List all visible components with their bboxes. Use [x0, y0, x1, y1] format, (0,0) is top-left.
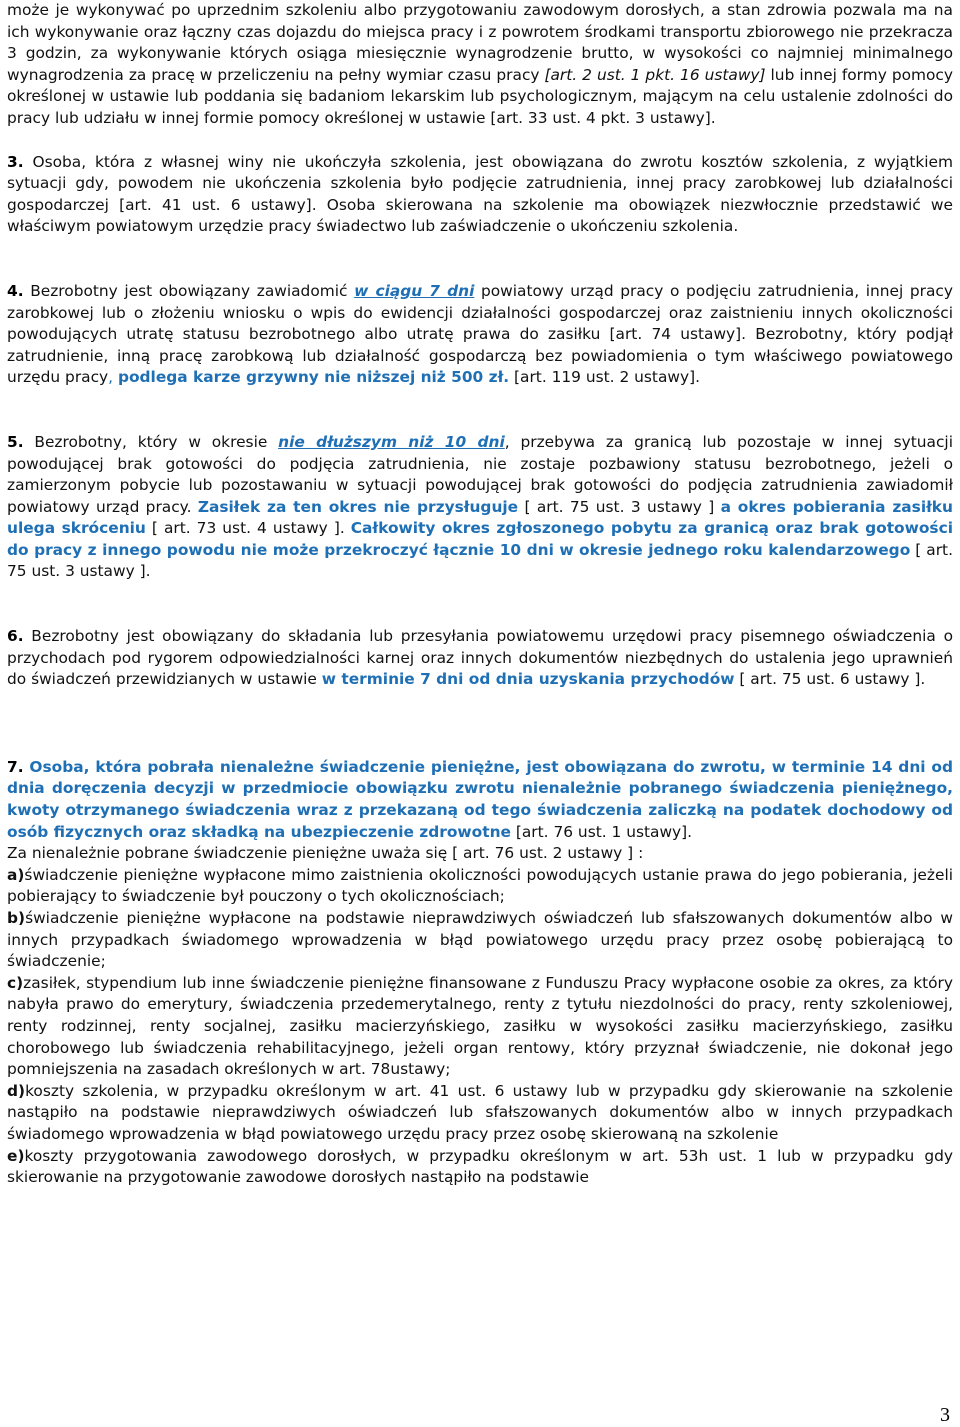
- paragraph-section-7: [7, 757, 953, 843]
- s5-run: Bezrobotny, który w okresie: [23, 432, 279, 451]
- list-item-text: zasiłek, stypendium lub inne świadczenie pieniężne finansowane z Funduszu Pracy wypłacone osobie za okres, za który nabyła prawo do emerytury, świadczenia przedemerytalnego, renty z tytułu niezdolności do pracy, renty szkoleniowej, renty rodzinnej, renty socjalnej, zasiłku macierzyńskiego, zasiłku w wysokości zasiłku macierzyńskiego, zasiłku chorobowego lub świadczenia rehabilitacyjnego, jeżeli organ rentowy, który przyznał świadczenie, nie dokonał jego pomniejszenia na zasadach określonych w art. 78ustawy;: [7, 973, 953, 1079]
- s7-run: Osoba, która pobrała nienależne świadczenie pieniężne, jest obowiązana do zwrotu, w terminie 14 dni od dnia doręczenia decyzji w przedmiocie obowiązku zwrotu nienależnie pobranego świadczenia pieniężnego, kwoty otrzymanego świadczenia wraz z przekazaną od tego świadczenia zaliczką na podatek dochodowy od osób fizycznych oraz składką na ubezpieczenie zdrowotne: [7, 757, 953, 841]
- list-item: [7, 1146, 953, 1189]
- list-item-text: świadczenie pieniężne wypłacone mimo zaistnienia okoliczności powodujących ustanie prawa do jego pobierania, jeżeli pobierający to świadczenie był pouczony o tych okolicznościach;: [7, 865, 953, 906]
- paragraph-section-6: [7, 626, 953, 691]
- paragraph-section-5: [7, 432, 953, 583]
- list-item-label: d): [7, 1081, 26, 1100]
- s4-run: Bezrobotny jest obowiązany zawiadomić: [23, 281, 355, 300]
- list-item: [7, 865, 953, 908]
- paragraph-intro: [7, 0, 953, 130]
- list-item-text: świadczenie pieniężne wypłacone na podstawie nieprawdziwych oświadczeń lub sfałszowanych dokumentów albo w innych przypadkach świadomego wprowadzenia w błąd powiatowego urzędu pracy przez osobę pobierającą to świadczenie;: [7, 909, 953, 971]
- document-page: [7, 0, 953, 1189]
- s4-run: podlega karze grzywny nie niższej niż 500 zł.: [117, 368, 510, 387]
- list-item: [7, 973, 953, 1081]
- s5-run: 5.: [7, 432, 24, 451]
- s5-run: Całkowity okres zgłoszonego pobytu za granicą oraz brak gotowości do pracy z innego powodu nie może przekroczyć łącznie 10 dni w okresie jednego roku kalendarzowego: [7, 519, 953, 559]
- s4-run: powiatowy urząd pracy o podjęciu zatrudnienia, innej pracy zarobkowej lub o złożeniu wniosku o wpis do ewidencji działalności gospodarczej oraz zaistnieniu innych okoliczności powodujących utratę statusu bezrobotnego albo utratę prawa do zasiłku [art. 74 ustawy]. Bezrobotny, który podjął zatrudnienie, inną pracę zarobkową lub działalność gospodarczą bez powiadomienia o tym właściwego powiatowego urzędu pracy: [7, 281, 953, 387]
- s5-run: a okres pobierania zasiłku ulega skróceniu: [7, 497, 954, 538]
- s7-run: 7.: [7, 757, 24, 776]
- intro-run: [art. 2 ust. 1 pkt. 16 ustawy]: [544, 65, 766, 84]
- s5-run: , przebywa za granicą lub pozostaje w innej sytuacji powodującej brak gotowości do podjęcia zatrudnienia, nie zostaje pozbawiony statusu bezrobotnego, jeżeli o zamierzonym pobycie lub pozostawaniu w sytuacji powodującej brak gotowości do podjęcia zatrudnienia zawiadomił powiatowy urząd pracy.: [7, 432, 953, 516]
- s7-run: [art. 76 ust. 1 ustawy].: [510, 822, 693, 841]
- s4-run: ,: [108, 368, 118, 387]
- s5-run: [ art. 73 ust. 4 ustawy ].: [145, 519, 351, 538]
- s4-run: w ciągu 7 dni: [354, 281, 475, 300]
- list-item: [7, 1081, 953, 1146]
- intro-run: może je wykonywać po uprzednim szkoleniu albo przygotowaniu zawodowym dorosłych, a stan zdrowia pozwala ma na ich wykonywanie oraz łączny czas dojazdu do miejsca pracy i z powrotem środkami transportu zbiorowego nie przekracza 3 godzin, za wykonywanie których osiąga miesięcznie wynagrodzenie brutto, w wysokości co najmniej minimalnego wynagrodzenia za pracę w przeliczeniu na pełny wymiar czasu pracy: [7, 1, 953, 84]
- list-item: [7, 908, 953, 973]
- s4-run: [art. 119 ust. 2 ustawy].: [509, 368, 700, 387]
- intro-run: lub innej formy pomocy określonej w ustawie lub poddania się badaniom lekarskim lub psychologicznym, mającym na celu ustalenie zdolności do pracy lub udziału w innej formie pomocy określonej w ustawie [art. 33 ust. 4 pkt. 3 ustawy].: [7, 65, 953, 127]
- section-7-intro: Za nienależnie pobrane świadczenie pieniężne uważa się [ art. 76 ust. 2 ustawy ] :: [7, 844, 644, 863]
- list-item-text: koszty szkolenia, w przypadku określonym w art. 41 ust. 6 ustawy lub w przypadku gdy skierowanie na szkolenie nastąpiło na podstawie nieprawdziwych oświadczeń lub sfałszowanych dokumentów albo w innych przypadkach świadomego wprowadzenia w błąd powiatowego urzędu pracy przez osobę skierowaną na szkolenie: [7, 1081, 953, 1143]
- list-item-label: a): [7, 865, 25, 884]
- s5-run: Zasiłek za ten okres nie przysługuje: [197, 497, 519, 516]
- s5-run: [ art. 75 ust. 3 ustawy ].: [7, 540, 953, 581]
- page-number: 3: [940, 1404, 950, 1426]
- list-item-label: e): [7, 1146, 25, 1165]
- s5-run: [ art. 75 ust. 3 ustawy ]: [518, 497, 721, 516]
- paragraph-section-3: [7, 152, 953, 238]
- list-item-label: c): [7, 973, 24, 992]
- s3-run: 3.: [7, 152, 24, 171]
- s6-run: 6.: [7, 627, 24, 646]
- list-item-text: koszty przygotowania zawodowego dorosłych, w przypadku określonym w art. 53h ust. 1 lub w przypadku gdy skierowanie na przygotowanie zawodowe dorosłych nastąpiło na podstawie: [7, 1146, 953, 1187]
- s5-run: nie dłuższym niż 10 dni: [278, 432, 505, 451]
- s6-run: Bezrobotny jest obowiązany do składania lub przesyłania powiatowemu urzędowi pracy pisemnego oświadczenia o przychodach pod rygorem odpowiedzialności karnej oraz innych dokumentów niezbędnych do ustalenia jego uprawnień do świadczeń przewidzianych w ustawie: [7, 627, 953, 689]
- list-item-label: b): [7, 909, 26, 927]
- s6-run: [ art. 75 ust. 6 ustawy ].: [734, 670, 926, 689]
- s6-run: w terminie 7 dni od dnia uzyskania przychodów: [321, 670, 735, 689]
- s4-run: 4.: [7, 281, 24, 300]
- s3-run: Osoba, która z własnej winy nie ukończyła szkolenia, jest obowiązana do zwrotu kosztów szkolenia, z wyjątkiem sytuacji gdy, powodem nie ukończenia szkolenia było podjęcie zatrudnienia, innej pracy zarobkowej lub działalności gospodarczej [art. 41 ust. 6 ustawy]. Osoba skierowana na szkolenie ma obowiązek niezwłocznie przedstawić we właściwym powiatowym urzędzie pracy świadectwo lub zaświadczenie o ukończeniu szkolenia.: [7, 152, 953, 236]
- paragraph-section-4: [7, 281, 953, 389]
- list-items: [7, 865, 953, 1189]
